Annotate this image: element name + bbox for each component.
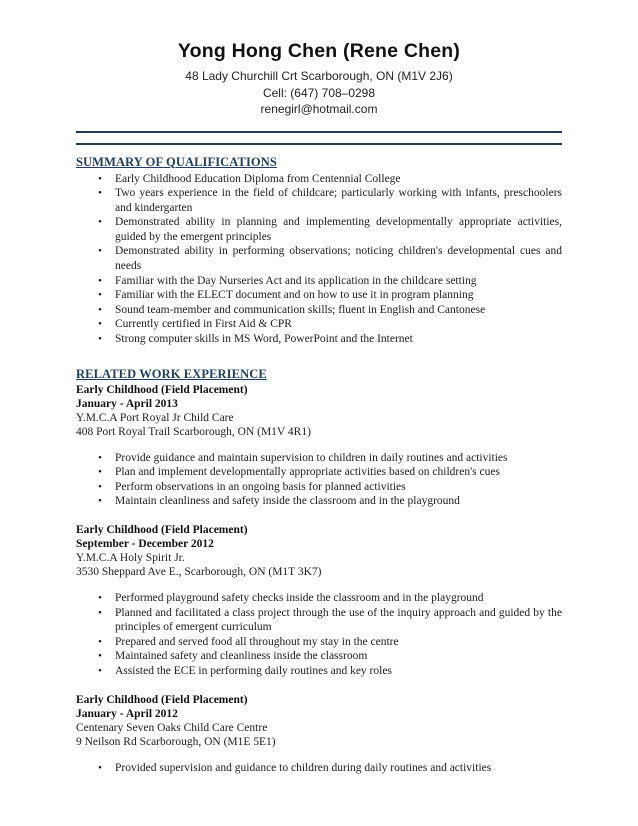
job-role: Early Childhood (Field Placement) [76,383,248,396]
summary-bullet: • Currently certified in First Aid & CPR [115,317,562,332]
summary-bullet: • Early Childhood Education Diploma from Centennial College [115,172,562,187]
job-bullet-list [76,761,562,776]
job-employer: Y.M.C.A Port Royal Jr Child Care [76,411,234,424]
header-divider [76,131,562,145]
section-summary [76,155,562,347]
job-dates: January - April 2013 [76,397,178,410]
job-role: Early Childhood (Field Placement) [76,524,248,536]
job-employer: Centenary Seven Oaks Child Care Centre [76,721,268,734]
summary-bullet: • Two years experience in the field of childcare; particularly working with infants, preschoolers and kindergarten [115,186,562,215]
job-header [76,383,562,439]
resume-header [76,40,562,118]
job-bullet: • Assisted the ECE in performing daily routines and key roles [115,664,562,679]
address-line: 48 Lady Churchill Crt Scarborough, ON (M1V 2J6) [185,69,453,83]
job-bullet: • Provided supervision and guidance to children during daily routines and activities [115,761,562,776]
job-header [76,693,562,749]
job-bullet: • Prepared and served food all throughout my stay in the centre [115,635,562,650]
candidate-name: Yong Hong Chen (Rene Chen) [177,40,461,62]
section-experience [76,367,562,776]
job-bullet: • Plan and implement developmentally appropriate activities based on children's cues [115,465,562,480]
job-bullet-list [76,451,562,509]
job-header [76,523,562,579]
job-bullet: • Maintained safety and cleanliness inside the classroom [115,649,562,664]
job-role: Early Childhood (Field Placement) [76,693,248,706]
job-entry [76,693,562,776]
job-bullet: • Planned and facilitated a class project through the use of the inquiry approach and guided by the principles of emergent curriculum [115,606,562,635]
summary-bullet: • Familiar with the ELECT document and on how to use it in program planning [115,288,562,303]
job-entry [76,523,562,679]
job-bullet: • Provide guidance and maintain supervision to children in daily routines and activities [115,451,562,466]
job-employer: Y.M.C.A Holy Spirit Jr. [76,552,185,564]
job-bullet-list [76,591,562,679]
section-title-experience: RELATED WORK EXPERIENCE [76,366,267,381]
job-entry [76,383,562,509]
summary-bullet: • Strong computer skills in MS Word, PowerPoint and the Internet [115,332,562,347]
summary-list [76,172,562,347]
summary-bullet: • Demonstrated ability in performing observations; noticing children's developmental cues and needs [115,244,562,273]
summary-bullet: • Sound team-member and communication skills; fluent in English and Cantonese [115,303,562,318]
job-bullet: • Performed playground safety checks inside the classroom and in the playground [115,591,562,606]
phone-line: Cell: (647) 708–0298 [262,85,376,100]
job-location: 408 Port Royal Trail Scarborough, ON (M1V 4R1) [76,425,311,438]
job-bullet: • Perform observations in an ongoing basis for planned activities [115,480,562,495]
summary-bullet: • Familiar with the Day Nurseries Act and its application in the childcare setting [115,274,562,289]
section-title-summary: SUMMARY OF QUALIFICATIONS [76,154,277,169]
job-dates: January - April 2012 [76,707,178,720]
job-location: 9 Neilson Rd Scarborough, ON (M1E 5E1) [76,735,276,748]
summary-bullet: • Demonstrated ability in planning and implementing developmentally appropriate activities, guided by the emergent principles [115,215,562,244]
email-address: renegirl@hotmail.com [260,102,378,116]
job-location: 3530 Sheppard Ave E., Scarborough, ON (M1T 3K7) [76,566,322,578]
job-bullet: • Maintain cleanliness and safety inside the classroom and in the playground [115,494,562,509]
job-dates: September - December 2012 [76,538,214,550]
